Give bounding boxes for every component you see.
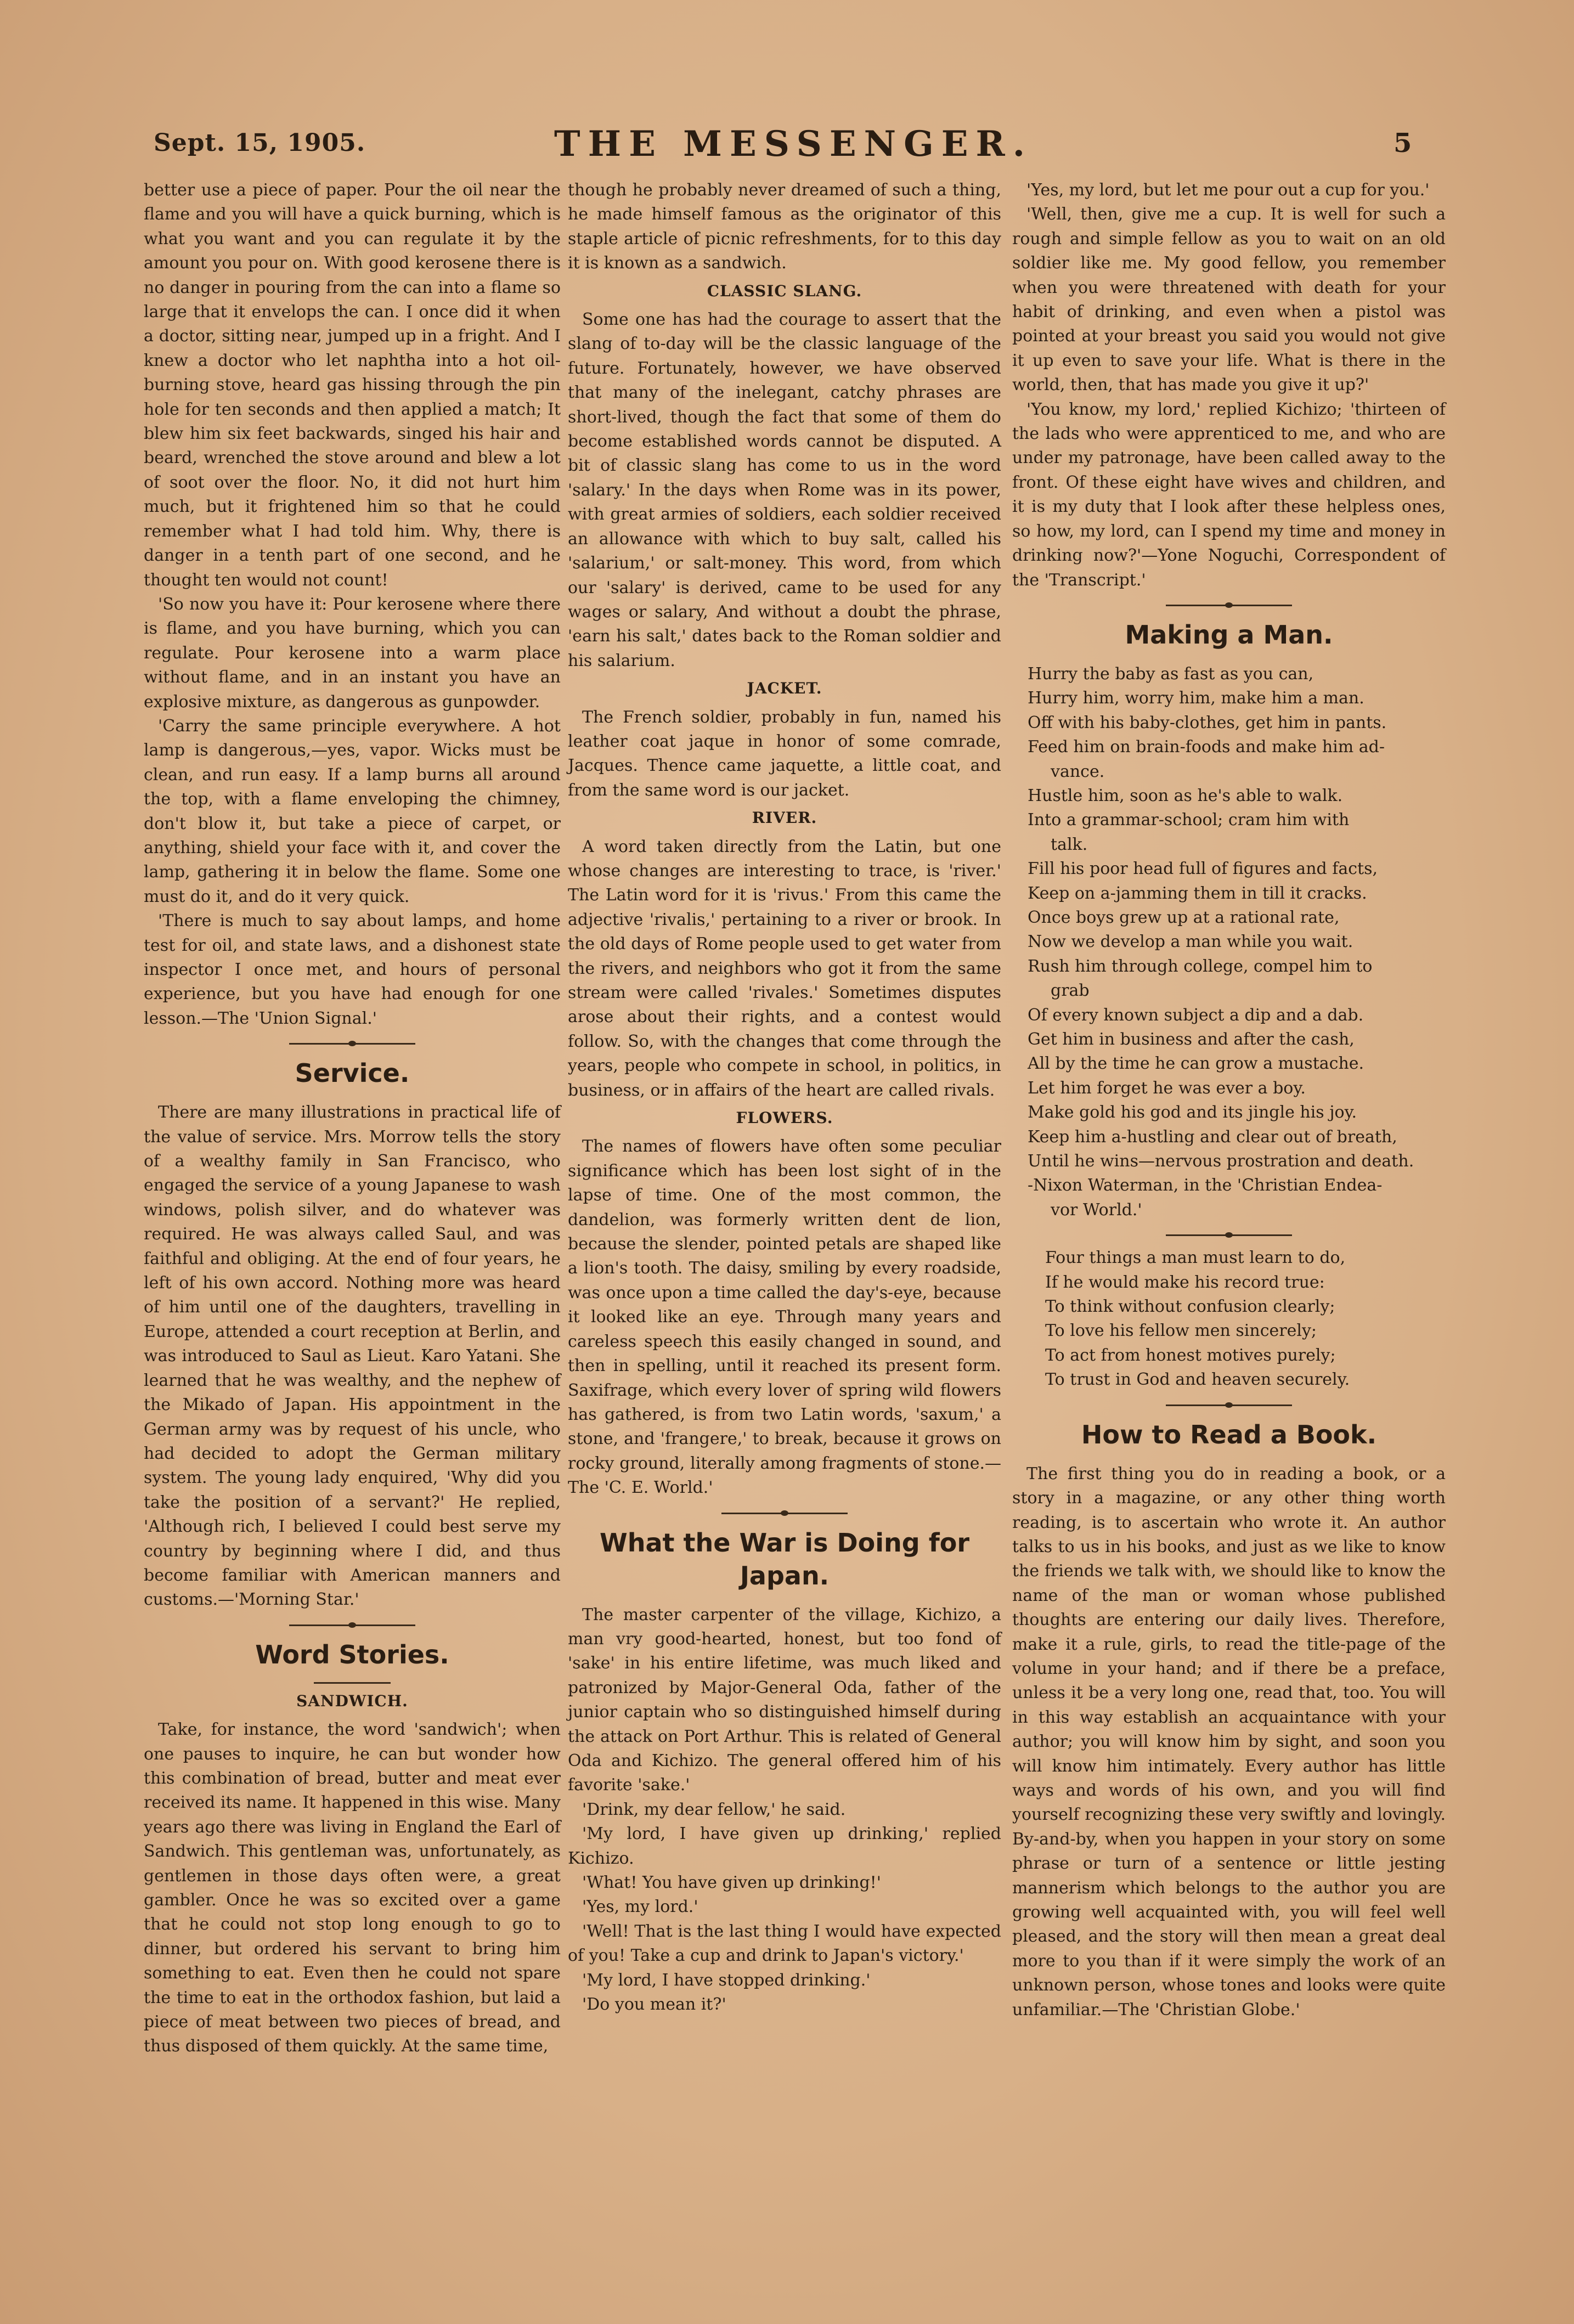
verse-line: Four things a man must learn to do, <box>1045 1248 1346 1268</box>
verse-line: To love his fellow men sincerely; <box>1045 1321 1317 1341</box>
section-divider <box>289 1043 415 1045</box>
column-1 <box>144 178 561 2059</box>
page-number: 5 <box>1394 128 1412 159</box>
poem-line: All by the time he can grow a mustache. <box>1028 1054 1364 1074</box>
service-paragraph: There are many illustrations in practical life of the value of service. Mrs. Morrow tells the story of a wealthy family in San Francisco, who engaged the service of a young Japanese to wash windows, polish silver, and do whatever was required. He was always called Saul, and was faithful and obliging. At the end of four years, he left of his own accord. Nothing more was heard of him until one of the daughters, travelling in Europe, attended a court reception at Berlin, and was introduced to Saul as Lieut. Karo Yatani. She learned that he was wealthy, and the nephew of the Mikado of Japan. His appointment in the German army was by request of his uncle, who had decided to adopt the German military system. The young lady enquired, 'Why did you take the position of a servant?' He replied, 'Although rich, I believed I could best serve my country by beginning where I did, and thus become familiar with American manners and customs.—'Morning Star.' <box>144 1103 561 1610</box>
verse-line: To act from honest motives purely; <box>1045 1345 1336 1365</box>
war-continued-paragraph: 'You know, my lord,' replied Kichizo; 'thirteen of the lads who were apprenticed to me, and who are under my patronage, have been called away to the front. Of these eight have wives and children, and it is my duty that I look after these helpless ones, so how, my lord, can I spend my time and money in drinking now?'—Yone Noguchi, Correspondent of the 'Transcript.' <box>1012 399 1446 590</box>
lamp-article-paragraph: 'There is much to say about lamps, and home test for oil, and state laws, and a dishonest state inspector I once met, and hours of personal experience, but you have had enough for one lesson.—The 'Union Signal.' <box>144 911 561 1028</box>
section-divider <box>1166 1234 1292 1236</box>
making-a-man-headline: Making a Man. <box>1125 619 1333 650</box>
poem-line: Let him forget he was ever a boy. <box>1028 1078 1306 1098</box>
poem-line: Into a grammar-school; cram him with <box>1028 810 1350 830</box>
verse-line: If he would make his record true: <box>1045 1272 1325 1292</box>
masthead-title: THE MESSENGER. <box>554 123 1033 165</box>
column-2 <box>568 178 1001 2017</box>
war-paragraph: 'My lord, I have stopped drinking.' <box>582 1970 871 1990</box>
jacket-subheading: JACKET. <box>747 679 822 698</box>
war-paragraph: 'My lord, I have given up drinking,' replied Kichizo. <box>568 1824 1001 1868</box>
section-divider <box>1166 1404 1292 1406</box>
river-paragraph: A word taken directly from the Latin, but one whose changes are interesting to trace, is 'river.' The Latin word for it is 'rivus.' From this came the adjective 'rivalis,' pertaining to a river or brook. In the old days of Rome people used to get water from the rivers, and neighbors who got it from the same stream were called 'rivales.' Sometimes disputes arose about their rights, and a contest would follow. So, with the changes that come through the years, people who compete in school, in politics, in business, or in affairs of the heart are called rivals. <box>568 837 1001 1100</box>
word-stories-headline: Word Stories. <box>255 1639 449 1669</box>
poem-line: Feed him on brain-foods and make him ad- <box>1028 737 1385 757</box>
river-subheading: RIVER. <box>752 809 817 827</box>
war-paragraph: 'What! You have given up drinking!' <box>582 1873 881 1892</box>
poem-line: -Nixon Waterman, in the 'Christian Endea- <box>1028 1176 1383 1195</box>
poem-line: Until he wins—nervous prostration and death. <box>1028 1152 1414 1171</box>
sandwich-paragraph: Take, for instance, the word 'sandwich'; when one pauses to inquire, he can but wonder how this combination of bread, butter and meat ever received its name. It happened in this wise. Many years ago there was living in England the Earl of Sandwich. This gentleman was, unfortunately, as gentlemen in those days often were, a great gambler. Once he was so excited over a game that he could not stop long enough to go to dinner, but ordered his servant to bring him something to eat. Even then he could not spare the time to eat in the orthodox fashion, but laid a piece of meat between two pieces of bread, and thus disposed of them quickly. At the same time, <box>144 1720 561 2056</box>
war-continued-paragraph: 'Yes, my lord, but let me pour out a cup for you.' <box>1026 180 1430 200</box>
sandwich-continued: though he probably never dreamed of such a thing, he made himself famous as the originator of this staple article of picnic refreshments, for to this day it is known as a sandwich. <box>568 180 1001 273</box>
poem-line: Keep him a-hustling and clear out of breath, <box>1028 1127 1397 1147</box>
poem-line: Hurry the baby as fast as you can, <box>1028 664 1314 684</box>
jacket-paragraph: The French soldier, probably in fun, named his leather coat jaque in honor of some comrade, Jacques. Thence came jaquette, a little coat, and from the same word is our jacket. <box>568 707 1001 800</box>
read-a-book-headline: How to Read a Book. <box>1081 1419 1377 1449</box>
classic-slang-paragraph: Some one has had the courage to assert that the slang of to-day will be the classic language of the future. Fortunately, however, we have observed that many of the inelegant, catchy phrases are short-lived, though the fact that some of them do become established words cannot be disputed. A bit of classic slang has come to us in the word 'salary.' In the days when Rome was in its power, with great armies of soldiers, each soldier received an allowance with which to buy salt, called his 'salarium,' or salt-money. This word, from which our 'salary' is derived, came to be used for any wages or salary, And without a doubt the phrase, 'earn his salt,' dates back to the Roman soldier and his salarium. <box>568 310 1001 670</box>
lamp-article-paragraph: 'Carry the same principle everywhere. A hot lamp is dangerous,—yes, vapor. Wicks must be clean, and run easy. If a lamp burns all around the top, with a flame enveloping the chimney, don't blow it, but take a piece of carpet, or anything, shield your face with it, and cover the lamp, gathering it in below the flame. Some one must do it, and do it very quick. <box>144 716 561 906</box>
classic-slang-subheading: CLASSIC SLANG. <box>707 281 862 300</box>
verse-line: To think without confusion clearly; <box>1045 1297 1335 1317</box>
poem-line: Keep on a-jamming them in till it cracks. <box>1028 883 1367 903</box>
issue-date: Sept. 15, 1905. <box>154 129 366 157</box>
sandwich-subheading: SANDWICH. <box>296 1691 408 1710</box>
poem-line: Once boys grew up at a rational rate, <box>1028 907 1340 927</box>
poem-line: Hustle him, soon as he's able to walk. <box>1028 786 1343 805</box>
four-things-poem <box>1012 1246 1446 1392</box>
poem-line: Now we develop a man while you wait. <box>1028 932 1353 952</box>
column-3 <box>1012 178 1446 2022</box>
poem-line: Rush him through college, compel him to <box>1028 956 1373 976</box>
poem-line: vor World.' <box>1051 1200 1142 1220</box>
poem-line: Hurry him, worry him, make him a man. <box>1028 689 1364 708</box>
short-rule <box>314 1682 391 1684</box>
making-a-man-poem <box>1012 662 1446 1222</box>
section-divider <box>721 1513 848 1514</box>
lamp-article-paragraph: 'So now you have it: Pour kerosene where there is flame, and you have burning, which you can regulate. Pour kerosene into a warm place without flame, and in an instant you have an explosive mixture, as dangerous as gunpowder. <box>144 594 561 712</box>
war-paragraph: 'Do you mean it?' <box>582 1995 726 2015</box>
poem-line: Off with his baby-clothes, get him in pants. <box>1028 713 1387 732</box>
service-headline: Service. <box>295 1058 410 1088</box>
read-a-book-paragraph: The first thing you do in reading a book, or a story in a magazine, or any other thing worth reading, is to ascertain who wrote it. An author talks to us in his books, and just as we like to know the friends we talk with, we should like to know the name of the man or woman whose published thoughts are entering our daily lives. Therefore, make it a rule, girls, to read the title-page of the volume in your hand; and if there be a preface, unless it be a very long one, read that, too. You will in this way establish an acquaintance with your author; you will know him by sight, and soon you will know him intimately. Every author has little ways and words of his own, and you will find yourself recognizing these very swiftly and lovingly. By-and-by, when you happen in your story on some phrase or turn of a sentence or little jesting mannerism which belongs to the author you are growing well acquainted with, you will feel well pleased, and the story will then mean a great deal more to you than if it were simply the work of an unknown person, whose tones and looks were quite unfamiliar.—The 'Christian Globe.' <box>1012 1464 1446 2020</box>
war-paragraph: 'Yes, my lord.' <box>582 1897 698 1917</box>
war-paragraph: 'Drink, my dear fellow,' he said. <box>582 1800 846 1819</box>
war-paragraph: The master carpenter of the village, Kichizo, a man vry good-hearted, honest, but too fond of 'sake' in his entire lifetime, was much liked and patronized by Major-General Oda, father of the junior captain who so distinguished himself during the attack on Port Arthur. This is related of General Oda and Kichizo. The general offered him of his favorite 'sake.' <box>568 1605 1001 1795</box>
war-continued-paragraph: 'Well, then, give me a cup. It is well for such a rough and simple fellow as you to wait on an old soldier like me. My good fellow, you remember when you were threatened with death for your habit of drinking, and even when a pistol was pointed at your breast you said you would not give it up even to save your life. What is there in the world, then, that has made you give it up?' <box>1012 205 1446 395</box>
flowers-paragraph: The names of flowers have often some peculiar significance which has been lost sight of in the lapse of time. One of the most common, the dandelion, was formerly written dent de lion, because the slender, pointed petals are shaped like a lion's tooth. The daisy, smiling by every roadside, was once upon a time called the day's-eye, because it looked like an eye. Through many years and careless speech this easily changed in sound, and then in spelling, until it reached its present form. Saxifrage, which every lover of spring wild flowers has gathered, is from two Latin words, 'saxum,' a stone, and 'frangere,' to break, because it grows on rocky ground, literally among fragments of stone.—The 'C. E. World.' <box>568 1137 1001 1498</box>
war-headline: What the War is Doing for Japan. <box>599 1527 970 1590</box>
page-header <box>148 123 1454 173</box>
poem-line: Make gold his god and its jingle his joy. <box>1028 1103 1357 1122</box>
poem-line: Fill his poor head full of figures and facts, <box>1028 859 1378 879</box>
poem-line: Get him in business and after the cash, <box>1028 1030 1355 1049</box>
war-paragraph: 'Well! That is the last thing I would have expected of you! Take a cup and drink to Japan's victory.' <box>568 1921 1001 1966</box>
lamp-article-paragraph: better use a piece of paper. Pour the oil near the flame and you will have a quick burning, which is what you want and you can regulate it by the amount you pour on. With good kerosene there is no danger in pouring from the can into a flame so large that it envelops the can. I once did it when a doctor, sitting near, jumped up in a fright. And I knew a doctor who let naphtha into a hot oil-burning stove, heard gas hissing through the pin hole for ten seconds and then applied a match; It blew him six feet backwards, singed his hair and beard, wrenched the stove around and blew a lot of soot over the floor. No, it did not hurt him much, but it frightened him so that he could remember what I had told him. Why, there is danger in a tenth part of one second, and he thought ten would not count! <box>144 180 561 590</box>
poem-line: grab <box>1051 981 1090 1001</box>
poem-line: talk. <box>1051 834 1088 854</box>
verse-line: To trust in God and heaven securely. <box>1045 1370 1350 1390</box>
poem-line: vance. <box>1051 761 1105 781</box>
flowers-subheading: FLOWERS. <box>736 1109 833 1127</box>
poem-line: Of every known subject a dip and a dab. <box>1028 1005 1364 1025</box>
section-divider <box>1166 605 1292 606</box>
section-divider <box>289 1624 415 1626</box>
